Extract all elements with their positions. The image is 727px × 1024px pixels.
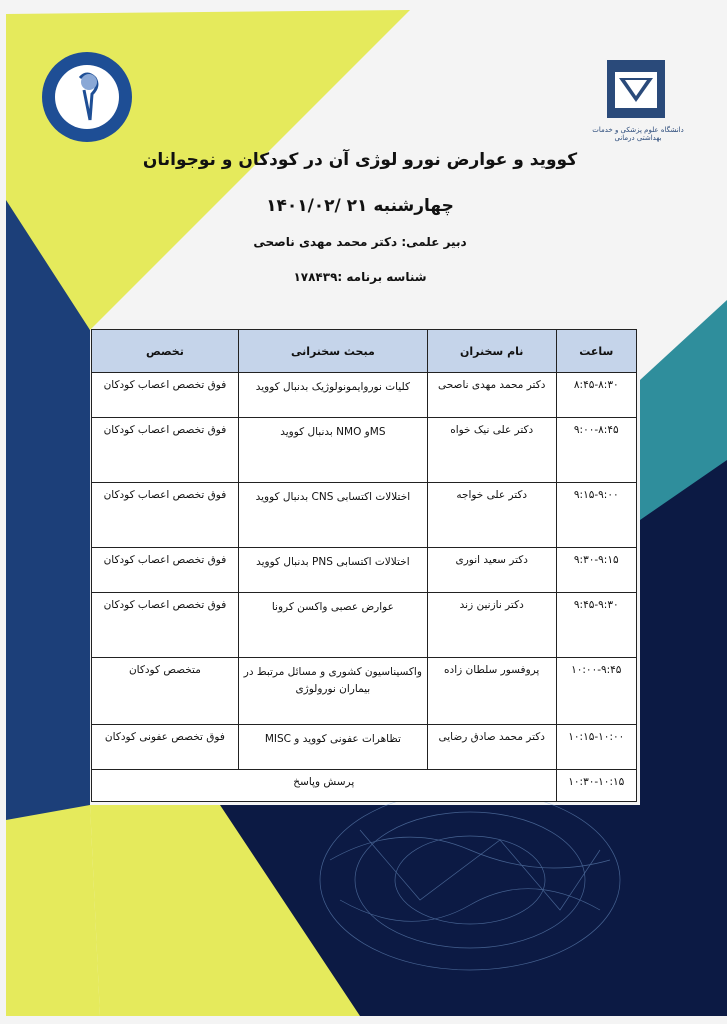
speaker-cell: دکتر علی خواجه bbox=[427, 483, 556, 548]
header-topic: مبحث سخنرانی bbox=[238, 330, 427, 373]
table-row bbox=[92, 593, 637, 658]
time-cell: ۹:۱۵-۹:۰۰ bbox=[556, 483, 636, 548]
specialty-cell: فوق تخصص اعصاب کودکان bbox=[92, 483, 239, 548]
time-cell: ۹:۴۵-۹:۳۰ bbox=[556, 593, 636, 658]
time-cell: ۱۰:۱۵-۱۰:۰۰ bbox=[556, 725, 636, 770]
table-row bbox=[92, 548, 637, 593]
table-row-qa bbox=[92, 770, 637, 802]
date-line: چهارشنبه ۲۱ /۱۴۰۱/۰۲ bbox=[266, 196, 454, 216]
specialty-cell: فوق تخصص اعصاب کودکان bbox=[92, 373, 239, 418]
specialty-cell: فوق تخصص اعصاب کودکان bbox=[92, 418, 239, 483]
time-cell: ۱۰:۰۰-۹:۴۵ bbox=[556, 658, 636, 725]
speaker-cell: پروفسور سلطان زاده bbox=[427, 658, 556, 725]
time-cell: ۹:۰۰-۸:۴۵ bbox=[556, 418, 636, 483]
speaker-cell: دکتر نازنین زند bbox=[427, 593, 556, 658]
topic-cell: واکسیناسیون کشوری و مسائل مرتبط در بیماران نورولوژی bbox=[238, 658, 427, 725]
brain-spine-logo-icon bbox=[40, 50, 134, 144]
topic-cell: عوارض عصبی واکسن کرونا bbox=[238, 593, 427, 658]
topic-cell: اختلالات اکتسابی PNS بدنبال کووید bbox=[238, 548, 427, 593]
topic-cell: تظاهرات عفونی کووید و MISC bbox=[238, 725, 427, 770]
speaker-cell: دکتر علی نیک خواه bbox=[427, 418, 556, 483]
speaker-cell: دکتر محمد صادق رضایی bbox=[427, 725, 556, 770]
speaker-cell: دکتر سعید انوری bbox=[427, 548, 556, 593]
specialty-cell: فوق تخصص اعصاب کودکان bbox=[92, 593, 239, 658]
table-row bbox=[92, 483, 637, 548]
time-cell: ۹:۳۰-۹:۱۵ bbox=[556, 548, 636, 593]
specialty-cell: فوق تخصص اعصاب کودکان bbox=[92, 548, 239, 593]
time-cell: ۱۰:۳۰-۱۰:۱۵ bbox=[556, 770, 636, 802]
qa-cell: پرسش وپاسخ bbox=[92, 770, 557, 802]
specialty-cell: متخصص کودکان bbox=[92, 658, 239, 725]
university-emblem-icon bbox=[605, 58, 667, 120]
time-cell: ۸:۴۵-۸:۳۰ bbox=[556, 373, 636, 418]
scientific-secretary: دبیر علمی: دکتر محمد مهدی ناصحی bbox=[253, 235, 467, 249]
table-row bbox=[92, 373, 637, 418]
table-header-row bbox=[92, 330, 637, 373]
topic-cell: اختلالات اکتسابی CNS بدنبال کووید bbox=[238, 483, 427, 548]
table-row bbox=[92, 418, 637, 483]
topic-cell: کلیات نوروایمونولوژیک بدنبال کووید bbox=[238, 373, 427, 418]
header-specialty: تخصص bbox=[92, 330, 239, 373]
specialty-cell: فوق تخصص عفونی کودکان bbox=[92, 725, 239, 770]
topic-cell: MSو NMO بدنبال کووید bbox=[238, 418, 427, 483]
schedule-table bbox=[91, 329, 637, 802]
speaker-cell: دکتر محمد مهدی ناصحی bbox=[427, 373, 556, 418]
table-row bbox=[92, 725, 637, 770]
university-name: دانشگاه علوم پزشکی و خدمات بهداشتی درمانی bbox=[592, 126, 684, 142]
program-id: شناسه برنامه :۱۷۸۴۳۹ bbox=[293, 270, 427, 284]
page-title: کووید و عوارض نورو لوژی آن در کودکان و نوجوانان bbox=[142, 150, 578, 170]
header-speaker: نام سخنران bbox=[427, 330, 556, 373]
header-time: ساعت bbox=[556, 330, 636, 373]
table-row bbox=[92, 658, 637, 725]
